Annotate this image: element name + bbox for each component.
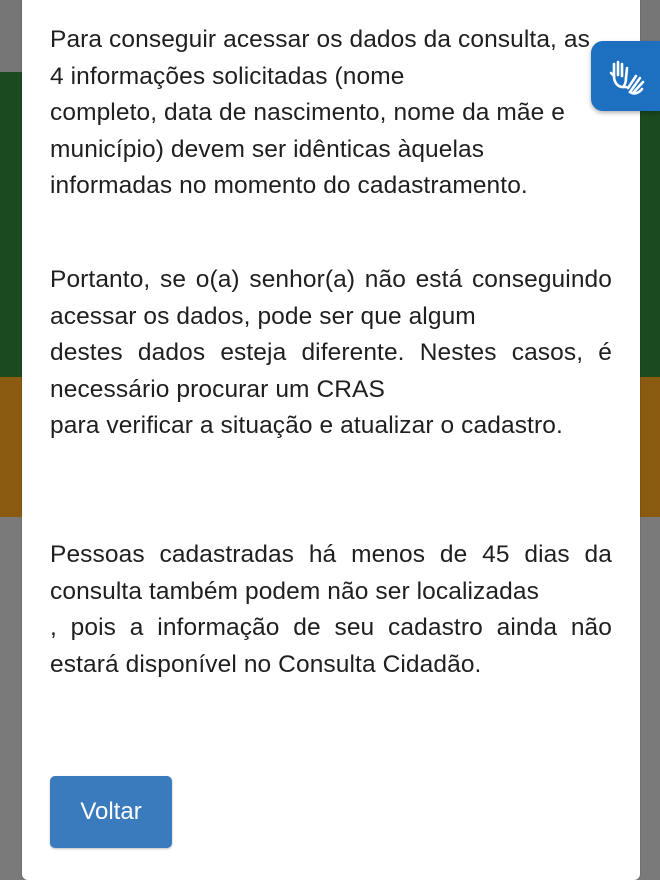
paragraph-recent-registration: Pessoas cadastradas há menos de 45 dias da consulta também podem não ser localizadas , pois a informação de seu cadastro ainda não estará disponível no Consulta Cidadão. [50,541,612,678]
paragraph-identical-info: Para conseguir acessar os dados da consulta, as 4 informações solicitadas (nome completo, data de nascimento, nome da mãe e município) devem ser idênticas àquelas informadas no momento do cadastramento. [50,26,590,199]
back-button[interactable]: Voltar [50,776,172,848]
accessibility-widget-button[interactable] [591,41,660,111]
sign-language-hands-icon [606,56,646,96]
paragraph-data-mismatch: Portanto, se o(a) senhor(a) não está conseguindo acessar os dados, pode ser que algum destes dados esteja diferente. Nestes casos, é necessário procurar um CRAS para verificar a situação e atualizar o cadastro. [50,266,612,439]
info-modal [22,0,640,880]
